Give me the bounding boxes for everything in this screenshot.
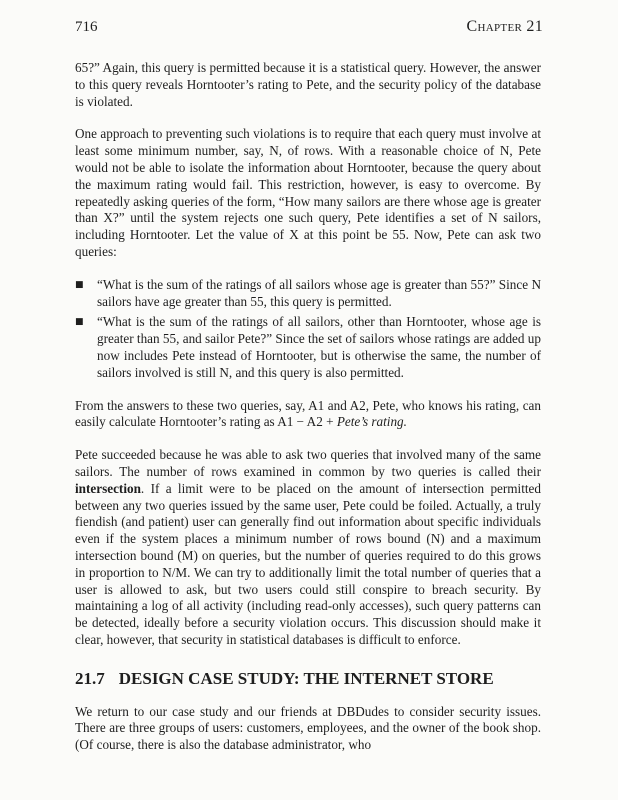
paragraph-4-text-start: Pete succeeded because he was able to ask two queries that involved many of the same sailors. The number of rows examined in common by two queries is called their	[75, 447, 541, 479]
bullet-square-icon: ■	[75, 279, 84, 290]
query-list-item	[75, 314, 541, 381]
paragraph-4	[75, 447, 541, 649]
paragraph-1: 65?” Again, this query is permitted because it is a statistical query. However, the answer to this query reveals Horntooter’s rating to Pete, and the security policy of the database is violated.	[75, 60, 541, 109]
bullet-square-icon: ■	[75, 317, 84, 328]
chapter-label: Chapter 21	[466, 18, 543, 35]
running-header	[75, 18, 543, 38]
query-list	[75, 277, 541, 382]
paragraph-5: We return to our case study and our friends at DBDudes to consider security issues. There are three groups of users: customers, employees, and the owner of the book shop. (Of course, there is also the database administrator, who	[75, 703, 541, 753]
paragraph-3-text: From the answers to these two queries, say, A1 and A2, Pete, who knows his rating, can easily calculate Horntooter’s rating as A1 − A2 +	[75, 397, 541, 430]
paragraph-4-text-end: . If a limit were to be placed on the amount of intersection permitted between any two queries issued by the same user, Pete could be foiled. Actually, a truly fiendish (and patient) user can generally find out information about specific individuals even if the system places a minimum number of rows bound (N) and a maximum intersection bound (M) on queries, but the number of queries required to do this grows in proportion to N/M. We can try to additionally limit the total number of queries that a user is allowed to ask, but two users could still conspire to breach security. By maintaining a log of all activity (including read-only accesses), such query patterns can be detected, ideally before a security violation occurs. This discussion should make it clear, however, that security in statistical databases is difficult to enforce.	[75, 480, 541, 647]
query-list-text: “What is the sum of the ratings of all sailors, other than Horntooter, whose age is greater than 55, and sailor Pete?” Since the set of sailors whose ratings are added up now includes Pete instead of Horntooter, but is otherwise the same, the number of sailors involved is still N, and this query is also permitted.	[97, 314, 541, 380]
section-heading	[75, 668, 541, 688]
paragraph-2: One approach to preventing such violations is to require that each query must involve at least some minimum number, say, N, of rows. With a reasonable choice of N, Pete would not be able to isolate the information about Horntooter, because the query about the maximum rating would fail. This restriction, however, is easy to overcome. By repeatedly asking queries of the form, “How many sailors are there whose age is greater than X?” until the system rejects one such query, Pete identifies a set of N sailors, including Horntooter. Let the value of X at this point be 55. Now, Pete can ask two queries:	[75, 126, 541, 259]
query-list-text: “What is the sum of the ratings of all sailors whose age is greater than 55?” Since N sailors have age greater than 55, this query is permitted.	[97, 276, 541, 309]
term-intersection: intersection	[75, 480, 141, 496]
paragraph-3-italic: Pete’s rating.	[336, 414, 407, 430]
page-number: 716	[75, 19, 98, 35]
body-text	[75, 60, 541, 770]
paragraph-3	[75, 398, 541, 432]
section-title: DESIGN CASE STUDY: THE INTERNET STORE	[118, 668, 494, 688]
query-list-item	[75, 277, 541, 311]
section-number: 21.7	[75, 668, 105, 688]
